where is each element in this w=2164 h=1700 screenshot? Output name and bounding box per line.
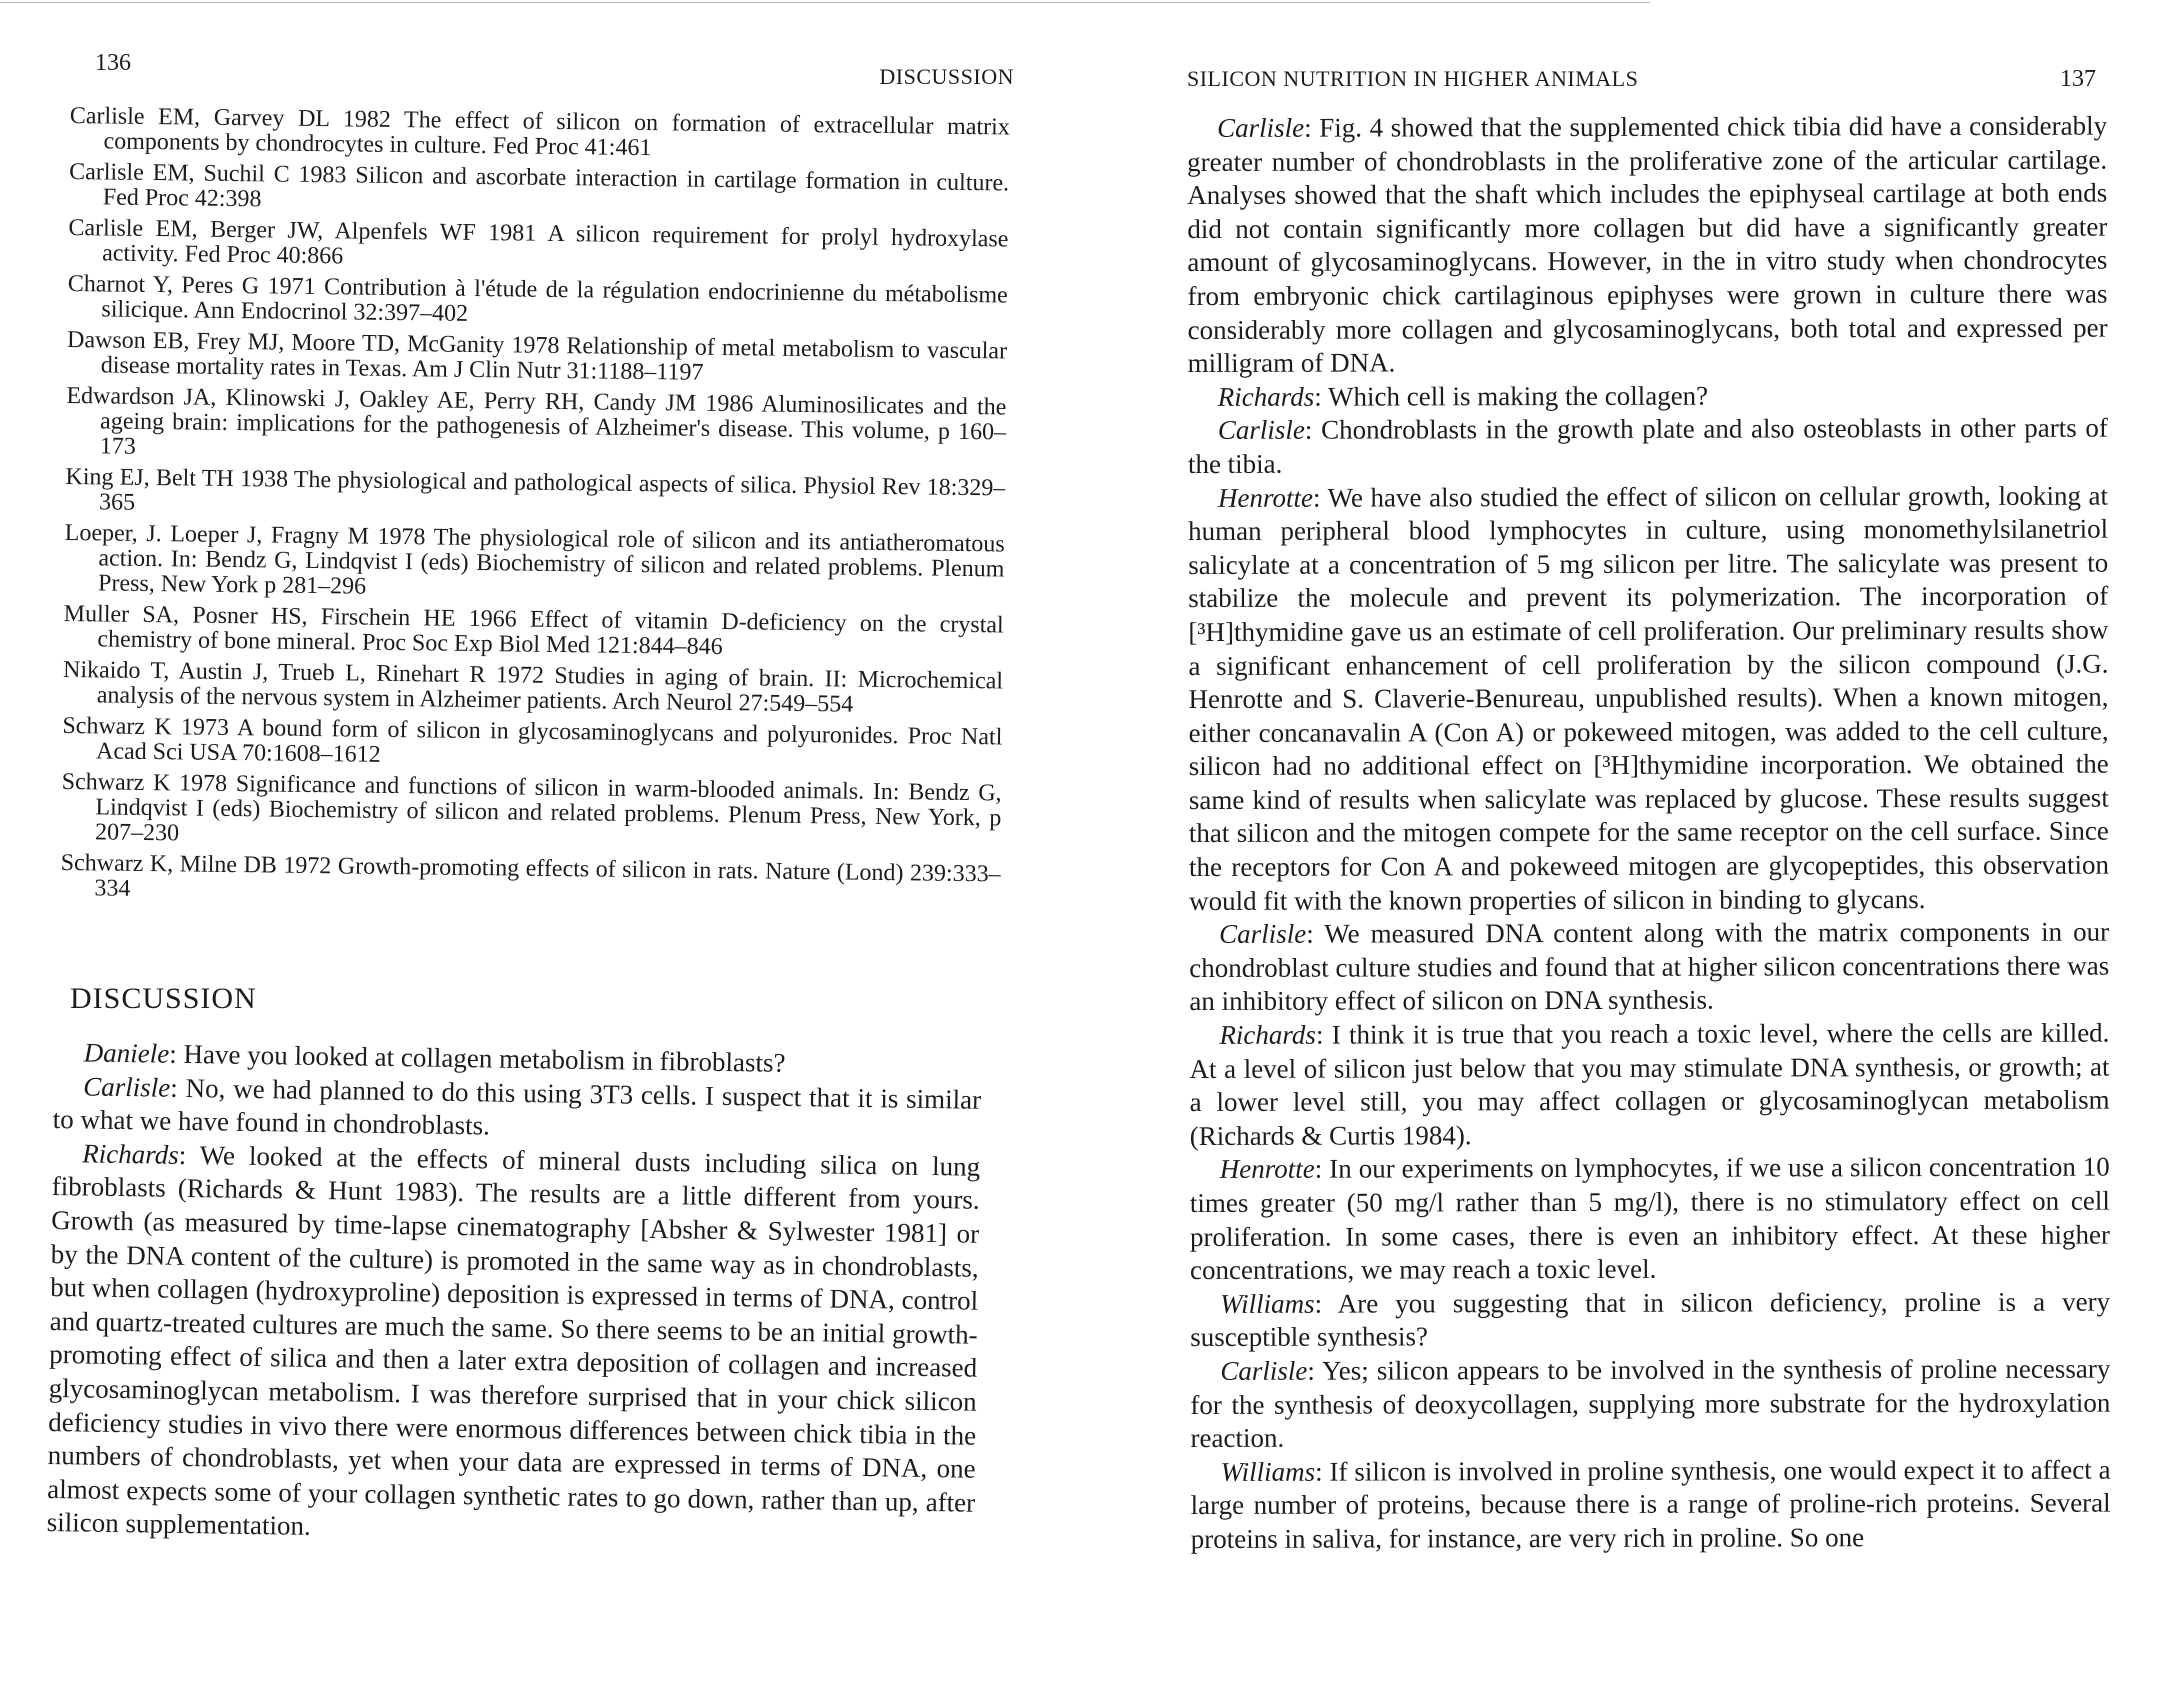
speaker-name: Daniele bbox=[83, 1037, 170, 1069]
discussion-paragraph: Williams: If silicon is involved in proline synthesis, one would expect it to affect a large number of proteins, because there is a range of proline-rich proteins. Several proteins in saliva, for instance, are very rich in proline. So one bbox=[1190, 1454, 2111, 1554]
discussion-text bbox=[47, 1036, 982, 1554]
discussion-paragraph: Williams: Are you suggesting that in silicon deficiency, proline is a very susceptible synthesis? bbox=[1190, 1286, 2111, 1353]
reference-item: King EJ, Belt TH 1938 The physiological and pathological aspects of silica. Physiol Rev 18:329–365 bbox=[65, 463, 1006, 516]
reference-item: Carlisle EM, Suchil C 1983 Silicon and ascorbate interaction in cartilage formation in culture. Fed Proc 42:398 bbox=[69, 158, 1010, 213]
discussion-text bbox=[1187, 110, 2111, 1557]
right-page bbox=[1082, 0, 2164, 1700]
speaker-name: Richards bbox=[1217, 381, 1315, 412]
speaker-name: Henrotte bbox=[1217, 482, 1314, 513]
reference-item: Edwardson JA, Klinowski J, Oakley AE, Perry RH, Candy JM 1986 Aluminosilicates and the ageing brain: implications for the pathogenesis of Alzheimer's disease. This volume, p 160–173 bbox=[66, 382, 1007, 460]
speaker-name: Richards bbox=[82, 1138, 179, 1170]
reference-item: Charnot Y, Peres G 1971 Contribution à l'étude de la régulation endocrinienne du métabolisme silicique. Ann Endocrinol 32:397–402 bbox=[67, 270, 1008, 327]
speaker-name: Carlisle bbox=[1217, 415, 1305, 446]
discussion-paragraph: Carlisle: We measured DNA content along with the matrix components in our chondroblast culture studies and found that at higher silicon concentrations there was an inhibitory effect of silicon on DNA synthesis. bbox=[1189, 916, 2110, 1017]
discussion-paragraph: Carlisle: Fig. 4 showed that the supplemented chick tibia did have a considerably greater number of chondroblasts in the proliferative zone of the articular cartilage. Analyses showed that the shaft which includes the epiphyseal cartilage at both ends did not contain significantly more collagen but did have a significantly greater amount of glycosaminoglycans. However, in the in vitro study when chondrocytes from embryonic chick cartilaginous epiphyses were grown in culture there was considerably more collagen and glycosaminoglycans, both total and expressed per milligram of DNA. bbox=[1187, 110, 2108, 379]
paragraph-text: Are you suggesting that in silicon deficiency, proline is a very susceptible synthesis? bbox=[1190, 1286, 2111, 1353]
paragraph-text: In our experiments on lymphocytes, if we use a silicon concentration 10 times greater (50 mg/l rather than 5 mg/l), there is no stimulatory effect on cell proliferation. In some cases, there is even an inhibitory effect. At these higher concentrations, we may reach a toxic level. bbox=[1189, 1151, 2110, 1286]
paragraph-text: We looked at the effects of mineral dusts including silica on lung fibroblasts (Richards & Hunt 1983). The results are a little different from yours. Growth (as measured by time-lapse cinematography [Absher & Sylwester 1981] or by the DNA content of the culture) is promoted in the same way as in chondroblasts, but when collagen (hydroxyproline) deposition is expressed in terms of DNA, control and quartz-treated cultures are much the same. So there seems to be an initial growth-promoting effect of silica and then a later extra deposition of collagen and increased glycosaminoglycan metabolism. I was therefore surprised that in your chick silicon deficiency studies in vivo there were enormous differences between chick tibia in the numbers of chondroblasts, yet when your data are expressed in terms of DNA, one almost expects some of your collagen synthetic rates to go down, rather than up, after silicon supplementation. bbox=[46, 1139, 981, 1542]
discussion-paragraph: Carlisle: Chondroblasts in the growth plate and also osteoblasts in other parts of the tibia. bbox=[1187, 412, 2108, 479]
discussion-paragraph: Henrotte: We have also studied the effect of silicon on cellular growth, looking at human peripheral blood lymphocytes in culture, using monomethylsilanetriol salicylate at a concentration of 5 mg silicon per litre. The salicylate was present to stabilize the molecule and prevent its polymerization. The incorporation of [³H]thymidine gave us an estimate of cell proliferation. Our preliminary results show a significant enhancement of cell proliferation by the silicon compound (J.G. Henrotte and S. Claverie-Benureau, unpublished results). When a known mitogen, either concanavalin A (Con A) or pokeweed mitogen, was added to the cell culture, silicon had no additional effect on [³H]thymidine incorporation. We obtained the same kind of results when salicylate was replaced by glucose. These results suggest that silicon and the mitogen compete for the same receptor on the cell surface. Since the receptors for Con A and pokeweed mitogen are glycopeptides, this observation would fit with the known properties of silicon in binding to glycans. bbox=[1188, 480, 2110, 916]
paragraph-text: Fig. 4 showed that the supplemented chick tibia did have a considerably greater number of chondroblasts in the proliferative zone of the articular cartilage. Analyses showed that the shaft which includes the epiphyseal cartilage at both ends did not contain significantly more collagen but did have a significantly greater amount of glycosaminoglycans. However, in the in vitro study when chondrocytes from embryonic chick cartilaginous epiphyses were grown in culture there was considerably more collagen and glycosaminoglycans, both total and expressed per milligram of DNA. bbox=[1187, 110, 2108, 379]
reference-item: Dawson EB, Frey MJ, Moore TD, McGanity 1978 Relationship of metal metabolism to vascular disease mortality rates in Texas. Am J Clin Nutr 31:1188–1197 bbox=[66, 326, 1008, 386]
speaker-name: Carlisle bbox=[1220, 1355, 1308, 1386]
section-heading: DISCUSSION bbox=[70, 982, 257, 1015]
discussion-paragraph: Richards: We looked at the effects of mineral dusts including silica on lung fibroblasts (Richards & Hunt 1983). The results are a little different from yours. Growth (as measured by time-lapse cinematography [Absher & Sylwester 1981] or by the DNA content of the culture) is promoted in the same way as in chondroblasts, but when collagen (hydroxyproline) deposition is expressed in terms of DNA, control and quartz-treated cultures are much the same. So there seems to be an initial growth-promoting effect of silica and then a later extra deposition of collagen and increased glycosaminoglycan metabolism. I was therefore surprised that in your chick silicon deficiency studies in vivo there were enormous differences between chick tibia in the numbers of chondroblasts, yet when your data are expressed in terms of DNA, one almost expects some of your collagen synthetic rates to go down, rather than up, after silicon supplementation. bbox=[46, 1138, 981, 1542]
running-head: DISCUSSION bbox=[879, 64, 1014, 89]
discussion-paragraph: Carlisle: No, we had planned to do this using 3T3 cells. I suspect that it is similar to what we have found in chondroblasts. bbox=[52, 1071, 982, 1141]
paragraph-text: We measured DNA content along with the matrix components in our chondroblast culture studies and found that at higher silicon concentrations there was an inhibitory effect of silicon on DNA synthesis. bbox=[1189, 916, 2110, 1017]
speaker-name: Williams bbox=[1220, 1288, 1315, 1319]
reference-item: Schwarz K, Milne DB 1972 Growth-promoting effects of silicon in rats. Nature (Lond) 239:333–334 bbox=[60, 849, 1001, 902]
reference-item: Carlisle EM, Garvey DL 1982 The effect of silicon on formation of extracellular matrix components by chondrocytes in culture. Fed Proc 41:461 bbox=[69, 103, 1010, 162]
speaker-name: Carlisle bbox=[83, 1071, 171, 1103]
speaker-name: Henrotte bbox=[1219, 1154, 1315, 1185]
reference-item: Nikaido T, Austin J, Trueb L, Rinehart R 1972 Studies in aging of brain. II: Microchemical analysis of the nervous system in Alzheimer patients. Arch Neurol 27:549–554 bbox=[62, 656, 1004, 718]
discussion-paragraph: Daniele: Have you looked at collagen metabolism in fibroblasts? bbox=[83, 1037, 786, 1078]
discussion-paragraph: Richards: I think it is true that you reach a toxic level, where the cells are killed. At a level of silicon just below that you may stimulate DNA synthesis, or growth; at a lower level still, you may affect collagen or glycosaminoglycan metabolism (Richards & Curtis 1984). bbox=[1189, 1017, 2110, 1151]
running-head: SILICON NUTRITION IN HIGHER ANIMALS bbox=[1187, 66, 1639, 91]
paragraph-text: If silicon is involved in proline synthesis, one would expect it to affect a large number of proteins, because there is a range of proline-rich proteins. Several proteins in saliva, for instance, are very rich in proline. So one bbox=[1190, 1454, 2111, 1554]
reference-list bbox=[60, 104, 1010, 918]
speaker-name: Carlisle bbox=[1217, 112, 1305, 143]
paragraph-text: I think it is true that you reach a toxic level, where the cells are killed. At a level of silicon just below that you may stimulate DNA synthesis, or growth; at a lower level still, you may affect collagen or glycosaminoglycan metabolism (Richards & Curtis 1984). bbox=[1189, 1017, 2110, 1151]
reference-item: Schwarz K 1973 A bound form of silicon in glycosaminoglycans and polyuronides. Proc Natl Acad Sci USA 70:1608–1612 bbox=[62, 712, 1003, 768]
speaker-name: Richards bbox=[1219, 1019, 1316, 1050]
speaker-name: Carlisle bbox=[1219, 918, 1307, 950]
paragraph-text: No, we had planned to do this using 3T3 cells. I suspect that it is similar to what we have found in chondroblasts. bbox=[52, 1072, 982, 1141]
reference-item: Loeper, J. Loeper J, Fragny M 1978 The physiological role of silicon and its antiatheromatous action. In: Bendz G, Lindqvist I (eds) Biochemistry of silicon and related problems. Plenum Press, New York p 281–296 bbox=[64, 519, 1005, 600]
speaker-name: Williams bbox=[1220, 1456, 1316, 1487]
page-number: 137 bbox=[2060, 66, 2096, 92]
discussion-paragraph: Carlisle: Yes; silicon appears to be involved in the synthesis of proline necessary for the synthesis of deoxycollagen, supplying more substrate for the hydroxylation reaction. bbox=[1190, 1353, 2111, 1454]
paragraph-text: Yes; silicon appears to be involved in the synthesis of proline necessary for the synthesis of deoxycollagen, supplying more substrate for the hydroxylation reaction. bbox=[1190, 1353, 2111, 1454]
paragraph-text: Which cell is making the collagen? bbox=[1327, 380, 1709, 412]
reference-item: Carlisle EM, Berger JW, Alpenfels WF 1981 A silicon requirement for prolyl hydroxylase activity. Fed Proc 40:866 bbox=[68, 214, 1009, 270]
discussion-paragraph: Henrotte: In our experiments on lymphocytes, if we use a silicon concentration 10 times greater (50 mg/l rather than 5 mg/l), there is no stimulatory effect on cell proliferation. In some cases, there is even an inhibitory effect. At these higher concentrations, we may reach a toxic level. bbox=[1189, 1151, 2110, 1286]
paragraph-text: Have you looked at collagen metabolism in fibroblasts? bbox=[183, 1038, 786, 1078]
paragraph-text: We have also studied the effect of silicon on cellular growth, looking at human peripheral blood lymphocytes in culture, using monomethylsilanetriol salicylate at a concentration of 5 mg silicon per litre. The salicylate was present to stabilize the molecule and prevent its polymerization. The incorporation of [³H]thymidine gave us an estimate of cell proliferation. Our preliminary results show a significant enhancement of cell proliferation by the silicon compound (J.G. Henrotte and S. Claverie-Benureau, unpublished results). When a known mitogen, either concanavalin A (Con A) or pokeweed mitogen, was added to the cell culture, silicon had no additional effect on [³H]thymidine incorporation. We obtained the same kind of results when salicylate was replaced by glucose. These results suggest that silicon and the mitogen compete for the same receptor on the cell surface. Since the receptors for Con A and pokeweed mitogen are glycopeptides, this observation would fit with the known properties of silicon in binding to glycans. bbox=[1188, 480, 2110, 916]
reference-item: Muller SA, Posner HS, Firschein HE 1966 Effect of vitamin D-deficiency on the crystal chemistry of bone mineral. Proc Soc Exp Biol Med 121:844–846 bbox=[63, 600, 1004, 661]
reference-item: Schwarz K 1978 Significance and functions of silicon in warm-blooded animals. In: Bendz G, Lindqvist I (eds) Biochemistry of silicon and related problems. Plenum Press, New York, p 207–230 bbox=[61, 768, 1002, 847]
discussion-paragraph: Richards: Which cell is making the collagen? bbox=[1217, 380, 1709, 412]
paragraph-text: Chondroblasts in the growth plate and also osteoblasts in other parts of the tibia. bbox=[1187, 412, 2108, 479]
page-number: 136 bbox=[95, 50, 131, 76]
